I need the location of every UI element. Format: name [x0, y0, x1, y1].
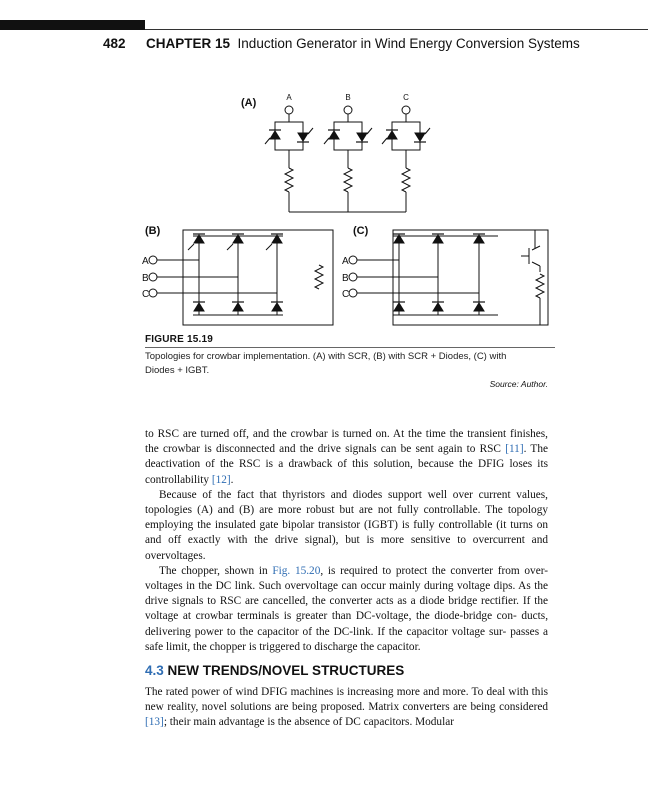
phase-b-label-b: B — [142, 273, 149, 284]
caption-line: Topologies for crowbar implementation. (A) with SCR, (B) with SCR + Diodes, (C) with — [145, 351, 507, 362]
section-number: 4.3 — [145, 663, 164, 678]
section-title: NEW TRENDS/NOVEL STRUCTURES — [167, 663, 405, 678]
citation-link[interactable]: [11] — [505, 443, 524, 456]
chapter-label: CHAPTER 15 — [146, 36, 231, 51]
figure-link[interactable]: Fig. 15.20 — [272, 564, 321, 577]
panel-b-circuit — [149, 230, 333, 325]
paragraph: The chopper, shown in Fig. 15.20, is required to protect the converter from over- voltages in the DC link. Such overvoltage can occur mainly during voltage dips. As the drive signals to RSC are cancelled, the converter acts as a diode bridge rectifier. If the voltage at crowbar terminals is greater than DC-voltage, the diode-bridge con- ducts, delivering power to the capacitor of the DC-link. If the capacitor voltage sur- passes a safe limit, the chopper is triggered to discharge the capacitor. — [145, 564, 549, 653]
figure-label: FIGURE 15.19 — [145, 334, 213, 345]
caption-line: Diodes + IGBT. — [145, 365, 210, 376]
phase-a-label-a: A — [286, 93, 292, 102]
citation-link[interactable]: [13] — [145, 716, 164, 729]
paragraph: Because of the fact that thyristors and diodes support well over current values, topologies (A) and (B) are more robust but are not fully controllable. The topology employing the insulated gate bipolar transistor (IGBT) is fully controllable (it turns on and off exactly with the drive signal), but is more sensitive to overcurrent and overvoltages. — [145, 488, 548, 562]
caption-rule — [145, 347, 555, 348]
paragraph: The rated power of wind DFIG machines is increasing more and more. To deal with this new reality, novel solutions are being proposed. Matrix converters are being considered [13]; their main advantage is the absence of DC capacitors. Modular — [145, 686, 549, 729]
phase-c-label-a: C — [403, 93, 409, 102]
figure-caption — [145, 350, 555, 378]
header-rule — [145, 29, 648, 30]
phase-a-label-b: A — [142, 256, 149, 267]
header-bar — [0, 20, 145, 30]
body-text-bottom — [145, 685, 548, 731]
crowbar-topologies-figure — [143, 90, 563, 330]
citation-link[interactable]: [12] — [211, 473, 231, 486]
phase-b-label-a: B — [345, 93, 351, 102]
page-number: 482 — [103, 36, 126, 51]
panel-a-label: (A) — [241, 97, 257, 109]
panel-b-label: (B) — [145, 225, 161, 237]
phase-c-label-b: C — [142, 289, 150, 300]
panel-c-circuit — [349, 230, 548, 325]
paragraph: to RSC are turned off, and the crowbar is turned on. At the time the transient finishes, the crowbar is disconnected and the drive signals can be sent again to RSC [11]. The deactivation of the RSC is a drawback of this solution, because the DFIG loses its controllability [12]. — [145, 428, 548, 486]
body-text-top — [145, 427, 548, 655]
section-heading — [145, 663, 404, 678]
phase-b-label-c: B — [342, 273, 349, 284]
chapter-title: Induction Generator in Wind Energy Conversion Systems — [237, 36, 580, 51]
phase-c-label-c: C — [342, 289, 350, 300]
panel-a-circuit — [265, 106, 430, 212]
chapter-heading — [146, 36, 580, 51]
figure-source: Source: Author. — [489, 379, 548, 389]
panel-c-label: (C) — [353, 225, 369, 237]
phase-a-label-c: A — [342, 256, 349, 267]
